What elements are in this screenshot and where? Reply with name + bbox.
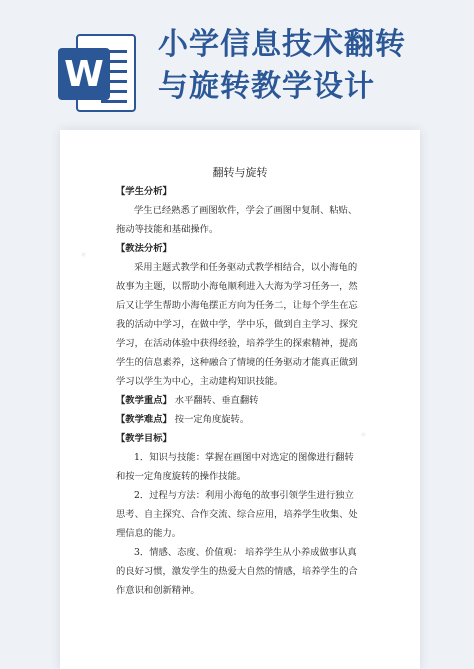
section-heading-objectives: 【教学目标】 (116, 433, 172, 444)
paragraph-line: 学习，在活动体验中获得经验，培养学生的探索精神，提高 (116, 338, 358, 349)
key-points-text: 水平翻转、垂直翻转 (174, 395, 259, 406)
paragraph-line: 1．知识与技能：掌握在画图中对选定的图像进行翻转 (134, 452, 354, 463)
paragraph-line: 后又让学生帮助小海龟摆正方向为任务二，让每个学生在忘 (116, 300, 358, 311)
paragraph-line: 拖动等技能和基础操作。 (116, 224, 219, 235)
banner-title-line1: 小学信息技术翻转 (158, 27, 406, 62)
word-logo-letter: W (58, 48, 110, 100)
banner-title-line2: 与旋转教学设计 (158, 69, 375, 104)
word-document-icon (54, 30, 140, 116)
paragraph-line: 思考、自主探究、合作交流、综合应用，培养学生收集、处 (116, 509, 358, 520)
paragraph-line: 故事为主题，以帮助小海龟顺利进入大海为学习任务一，然 (116, 281, 358, 292)
document-page: ✦ ✦ 翻转与旋转 【学生分析】 学生已经熟悉了画图软件，学会了画图中复制、粘贴、 拖动等技能和基础操作。 【教法分析】 采用主题式教学和任务驱动式教学相结合，以小海龟的 故事为主题，以帮助小海龟顺利进入大海为学习任务一，然 后又让学生帮助小海龟摆正方向为任务二，让每个学生在忘 我的活动中学习，在做中学，学中乐，做到自主学习、探究 学习，在活动体验中获得经验，培养学生的探索精神，提高 学生的信息素养，这种融合了情境的任务驱动才能真正做到 学习以学生为中心，主动建构知识技能。 【教学重点】 水平翻转、垂直翻转 【教学难点】 按一定角度旋转。 【教学目标】 1．知识与技能：掌握在画图中对选定的图像进行翻转 和按一定角度旋转的操作技能。 2．过程与方法：利用小海龟的故事引领学生进行独立 思考、自主探究、合作交流、综合应用，培养学生收集、处 理信息的能力。 3．情感、态度、价值观： 培养学生从小养成做事认真 的良好习惯，激发学生的热爱大自然的情感，培养学生的合 作意识和创新精神。 (60, 130, 420, 669)
section-heading-key-points: 【教学重点】 (116, 395, 172, 406)
document-body (116, 182, 366, 600)
paragraph-line: 采用主题式教学和任务驱动式教学相结合，以小海龟的 (134, 262, 358, 273)
paragraph-line: 3．情感、态度、价值观： 培养学生从小养成做事认真 (134, 547, 357, 558)
paragraph-line: 和按一定角度旋转的操作技能。 (116, 471, 247, 482)
section-heading-teaching-method: 【教法分析】 (116, 243, 172, 254)
paragraph-line: 学习以学生为中心，主动建构知识技能。 (116, 376, 284, 387)
key-points-row (116, 391, 366, 410)
paragraph-line: 的良好习惯，激发学生的热爱大自然的情感，培养学生的合 (116, 566, 358, 577)
banner-title (158, 24, 458, 108)
difficulties-text: 按一定角度旋转。 (174, 414, 250, 425)
banner (0, 0, 474, 140)
document-title: 翻转与旋转 (212, 166, 268, 179)
section-heading-student-analysis: 【学生分析】 (116, 186, 172, 197)
paragraph-line: 学生的信息素养，这种融合了情境的任务驱动才能真正做到 (116, 357, 358, 368)
paragraph-line: 学生已经熟悉了画图软件，学会了画图中复制、粘贴、 (134, 205, 358, 216)
paragraph-line: 2．过程与方法：利用小海龟的故事引领学生进行独立 (134, 490, 354, 501)
difficulties-row (116, 410, 366, 429)
paragraph-line: 我的活动中学习，在做中学，学中乐，做到自主学习、探究 (116, 319, 358, 330)
section-heading-difficulties: 【教学难点】 (116, 414, 172, 425)
paragraph-line: 理信息的能力。 (116, 528, 182, 539)
paragraph-line: 作意识和创新精神。 (116, 585, 200, 596)
